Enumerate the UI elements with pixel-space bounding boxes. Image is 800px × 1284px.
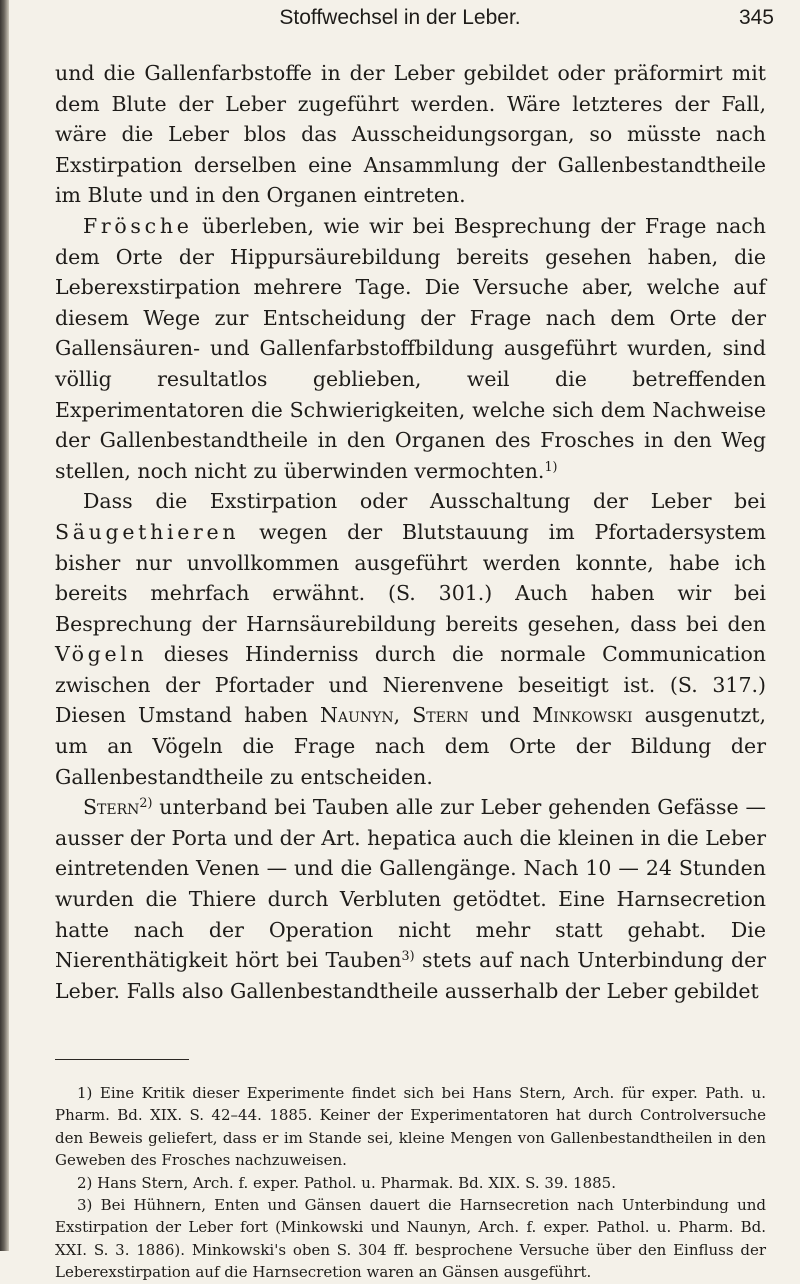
page-binding-edge — [0, 0, 9, 1251]
paragraph-2 — [55, 211, 766, 486]
author-stern: Stern — [412, 703, 469, 728]
paragraph-3-text-b: wegen der Blutstauung im Pfortadersystem bisher nur unvollkommen ausgeführt werden konnte, habe ich bereits mehrfach erwähnt. (S. 301.) Auch haben wir bei Besprechung der Harnsäurebildung bereits gesehen, dass bei den — [55, 519, 766, 636]
paragraph-4-text-b: stets auf nach Unterbindung der Leber. Falls also Gallenbestandtheile ausserhalb der Leber gebildet — [55, 948, 766, 1003]
footnote-divider — [55, 1059, 189, 1060]
paragraph-3-text-f: ausgenutzt, um an Vögeln die Frage nach dem Orte der Bildung der Gallenbestandtheile zu entscheiden. — [55, 703, 766, 789]
running-title: Stoffwechsel in der Leber. — [279, 6, 521, 29]
page-number: 345 — [738, 6, 774, 29]
footnote-3: 3) Bei Hühnern, Enten und Gänsen dauert die Harnsecretion nach Unterbindung und Exstirpation der Leber fort (Minkowski und Naunyn, Arch. f. exper. Pathol. u. Pharm. Bd. XXI. S. 3. 1886). Minkowski's oben S. 304 ff. besprochene Versuche über den Einfluss der Leberexstirpation auf die Harnsecretion waren an Gänsen ausgeführt. — [55, 1196, 766, 1282]
page-header — [0, 6, 800, 38]
footnote-1: 1) Eine Kritik dieser Experimente findet sich bei Hans Stern, Arch. für exper. Path. u. Pharm. Bd. XIX. S. 42–44. 1885. Keiner der Experimentatoren hat durch Controlversuche den Beweis geliefert, dass er im Stande sei, kleine Mengen von Gallenbestandtheilen in den Geweben des Frosches nachzuweisen. — [55, 1084, 766, 1170]
author-naunyn: Naunyn — [320, 703, 394, 728]
footnote-ref-3: 3) — [401, 948, 415, 964]
emphasis-saugethieren: Säugethieren — [55, 519, 240, 544]
paragraph-3-text-e: und — [468, 703, 533, 728]
paragraph-2-text: überleben, wie wir bei Besprechung der Frage nach dem Orte der Hippursäurebildung bereits gesehen haben, die Leberexstirpation mehrere Tage. Die Versuche aber, welche auf diesem Wege zur Entscheidung der Frage nach dem Orte der Gallensäuren- und Gallenfarbstoffbildung ausgeführt wurden, sind völlig resultatlos geblieben, weil die betreffenden Experimentatoren die Schwierigkeiten, welche sich dem Nachweise der Gallenbestandtheile in den Organen des Frosches in den Weg stellen, noch nicht zu überwinden vermochten. — [55, 213, 766, 483]
author-minkowski: Minkowski — [532, 703, 633, 728]
paragraph-3-text-d: , — [393, 703, 413, 728]
paragraph-3-text-c: dieses Hinderniss durch die normale Communication zwischen der Pfortader und Nierenvene beseitigt ist. (S. 317.) Diesen Umstand haben — [55, 642, 766, 728]
footnotes — [55, 1082, 766, 1284]
paragraph-3-text-a: Dass die Exstirpation oder Ausschaltung der Leber bei — [83, 489, 766, 514]
paragraph-1: und die Gallenfarbstoffe in der Leber gebildet oder präformirt mit dem Blute der Leber zugeführt werden. Wäre letzteres der Fall, wäre die Leber blos das Ausscheidungsorgan, so müsste nach Exstirpation derselben eine Ansammlung der Gallenbestandtheile im Blute und in den Organen eintreten. — [55, 61, 766, 208]
footnote-ref-1: 1) — [544, 458, 558, 474]
emphasis-frosche: Frösche — [83, 213, 193, 238]
paragraph-4 — [55, 792, 766, 1006]
paragraph-3 — [55, 486, 766, 792]
author-stern-2: Stern — [83, 795, 140, 820]
footnote-ref-2: 2) — [139, 795, 153, 811]
footnote-2: 2) Hans Stern, Arch. f. exper. Pathol. u. Pharmak. Bd. XIX. S. 39. 1885. — [77, 1173, 616, 1192]
body-text — [55, 58, 766, 1006]
emphasis-vogeln: Vögeln — [55, 642, 148, 667]
paragraph-4-text-a: unterband bei Tauben alle zur Leber gehenden Gefässe — ausser der Porta und der Art. hepatica auch die kleinen in die Leber eintretenden Venen — und die Gallengänge. Nach 10 — 24 Stunden wurden die Thiere durch Verbluten getödtet. Eine Harnsecretion hatte nach der Operation nicht mehr statt gehabt. Die Nierenthätigkeit hört bei Tauben — [55, 795, 766, 973]
